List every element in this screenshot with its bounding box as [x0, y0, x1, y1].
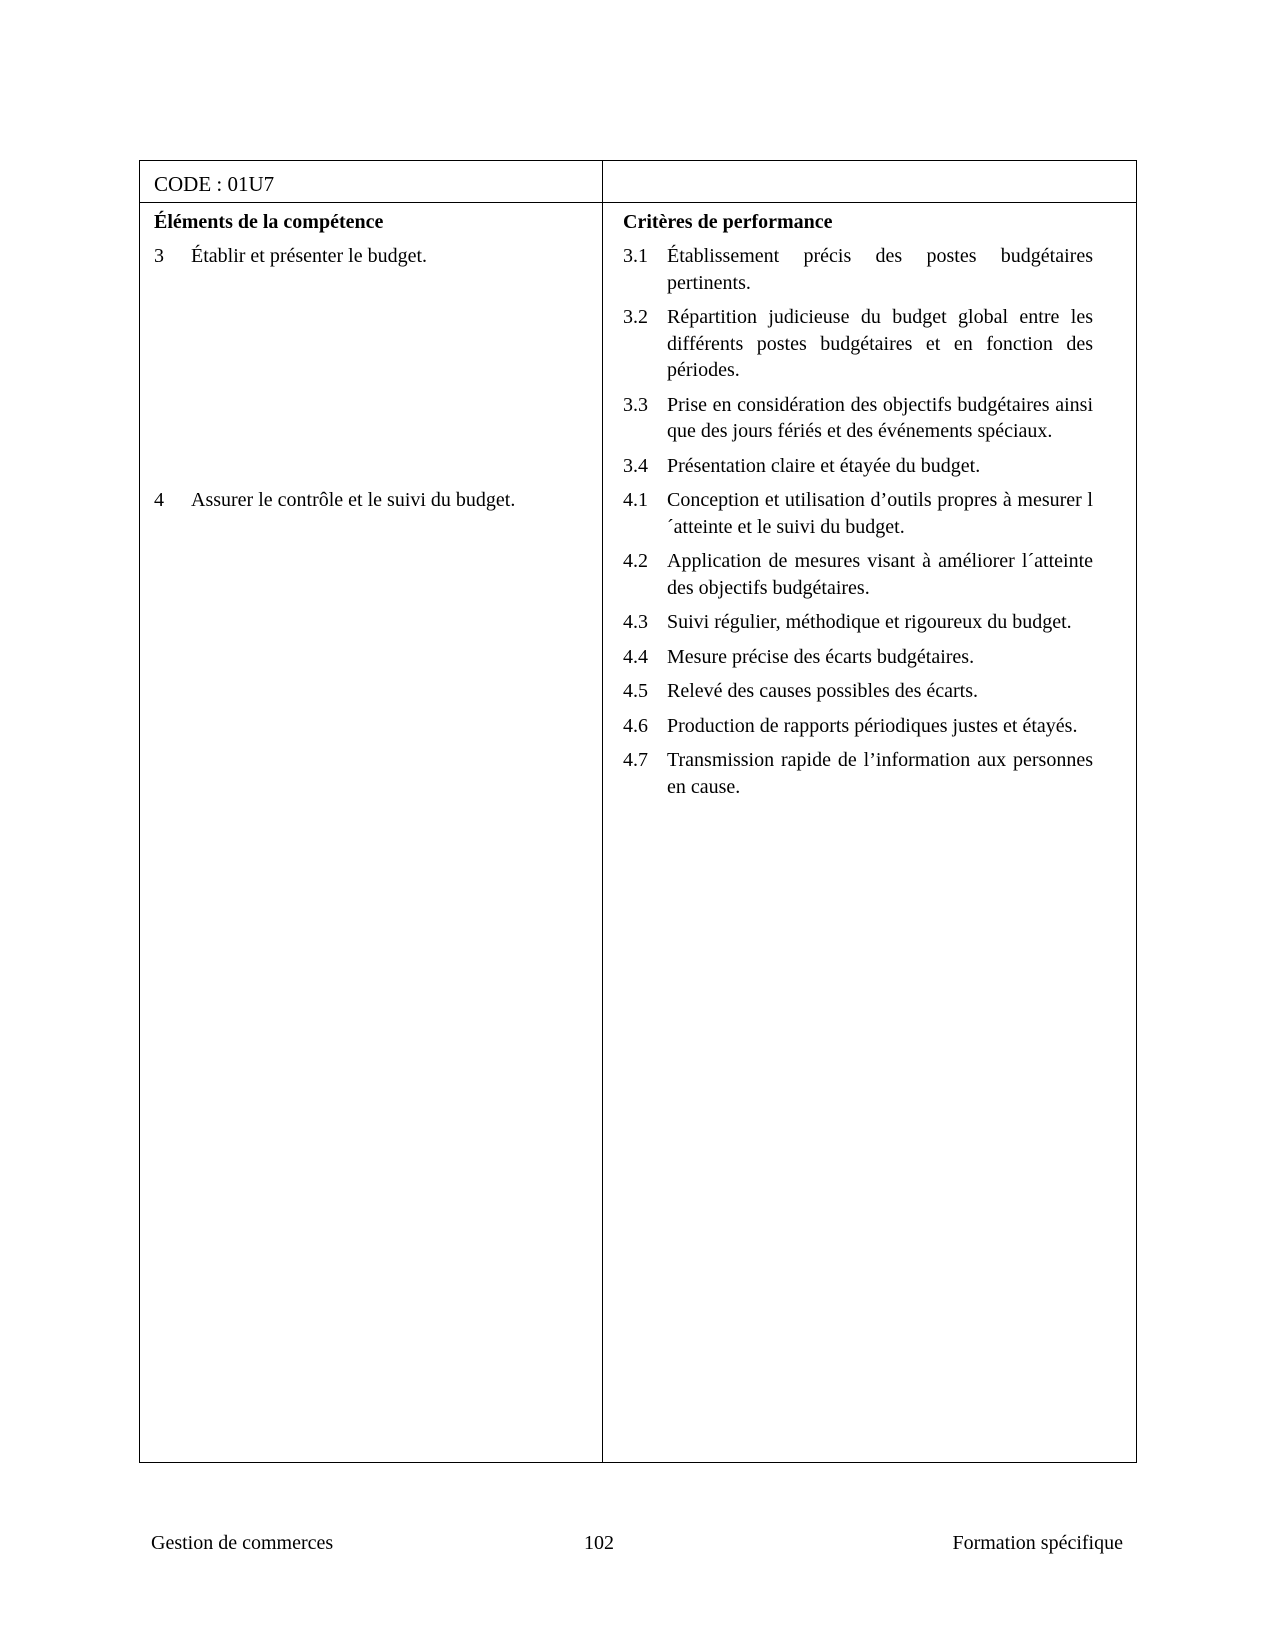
elements-heading: Éléments de la compétence — [154, 211, 384, 233]
criterion-number: 4.7 — [623, 749, 648, 771]
competency-table — [139, 160, 1137, 1463]
code-label: CODE : 01U7 — [154, 172, 275, 196]
criteria-group — [623, 243, 1093, 479]
element-row — [154, 487, 594, 514]
criterion-number: 4.6 — [623, 714, 648, 737]
performance-criterion — [623, 392, 1093, 445]
page-number: 102 — [584, 1532, 614, 1554]
competency-element — [154, 243, 594, 270]
element-text: Établir et présenter le budget. — [191, 245, 428, 267]
criterion-text: Conception et utilisation d’outils propres à mesurer l´atteinte et le suivi du budget. — [667, 489, 1093, 538]
footer-program: Gestion de commerces — [151, 1532, 334, 1554]
performance-criterion — [623, 487, 1093, 540]
performance-criterion — [623, 243, 1093, 296]
performance-criterion — [623, 747, 1093, 800]
element-text: Assurer le contrôle et le suivi du budget. — [191, 489, 516, 511]
criterion-text: Suivi régulier, méthodique et rigoureux du budget. — [667, 611, 1072, 633]
criterion-text: Application de mesures visant à améliorer l´atteinte des objectifs budgétaires. — [667, 550, 1093, 599]
criteria-group — [623, 487, 1093, 800]
criterion-number: 4.4 — [623, 645, 648, 668]
page-footer — [151, 1530, 1123, 1556]
element-number: 3 — [154, 245, 164, 267]
criterion-text: Relevé des causes possibles des écarts. — [667, 680, 979, 702]
performance-criterion — [623, 713, 1093, 740]
element-number: 4 — [154, 489, 164, 511]
criterion-number: 3.3 — [623, 393, 648, 416]
performance-criterion — [623, 548, 1093, 601]
elements-column — [154, 210, 594, 511]
competency-element — [154, 487, 594, 514]
criterion-text: Répartition judicieuse du budget global entre les différents postes budgétaires et en fonction des périodes. — [667, 306, 1093, 381]
criterion-number: 3.2 — [623, 306, 648, 328]
performance-criterion — [623, 609, 1093, 636]
code-row — [140, 161, 1136, 203]
criteria-column — [623, 210, 1093, 808]
element-row — [154, 243, 594, 270]
column-divider — [602, 161, 603, 1462]
criterion-text: Mesure précise des écarts budgétaires. — [667, 645, 975, 668]
footer-section: Formation spécifique — [952, 1532, 1123, 1554]
criteria-heading: Critères de performance — [623, 211, 833, 233]
criterion-text: Présentation claire et étayée du budget. — [667, 454, 981, 477]
criterion-number: 4.5 — [623, 680, 648, 702]
criterion-number: 4.3 — [623, 611, 648, 633]
performance-criterion — [623, 453, 1093, 480]
criterion-number: 4.2 — [623, 550, 648, 572]
criterion-text: Établissement précis des postes budgétaires pertinents. — [667, 245, 1093, 294]
criteria-list — [623, 243, 1093, 800]
performance-criterion — [623, 644, 1093, 671]
criterion-number: 3.4 — [623, 454, 648, 477]
performance-criterion — [623, 304, 1093, 384]
criterion-text: Prise en considération des objectifs budgétaires ainsi que des jours fériés et des événements spéciaux. — [667, 393, 1093, 442]
performance-criterion — [623, 678, 1093, 705]
criterion-number: 3.1 — [623, 245, 648, 267]
criterion-text: Production de rapports périodiques justes et étayés. — [667, 714, 1078, 737]
criterion-text: Transmission rapide de l’information aux personnes en cause. — [667, 749, 1093, 798]
criterion-number: 4.1 — [623, 489, 648, 511]
